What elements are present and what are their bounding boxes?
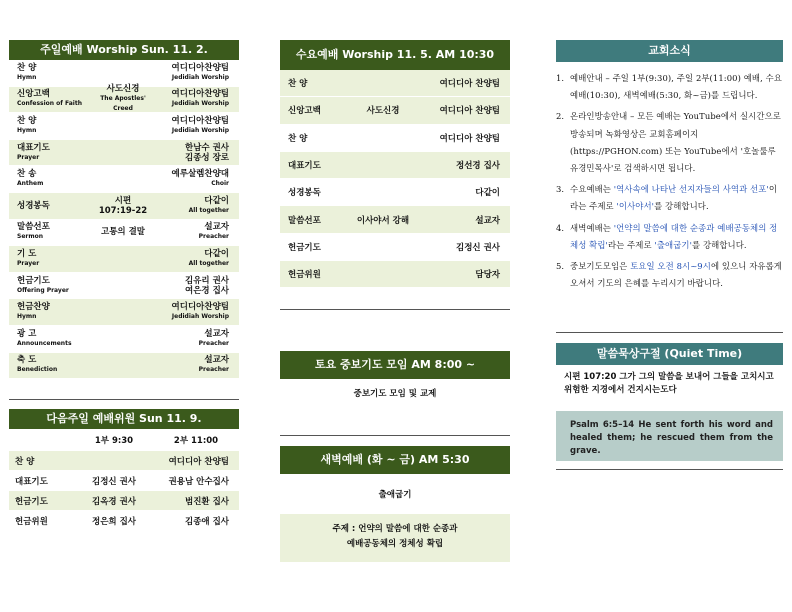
committee-second-service: 범진환 집사	[184, 496, 229, 507]
service-item-name: 대표기도	[17, 142, 50, 153]
service-item	[17, 329, 97, 349]
service-item-name: 찬 양	[288, 79, 308, 90]
service-leader-name: 여디디아찬양팀	[171, 115, 229, 126]
service-item-name: 성경봉독	[17, 200, 50, 211]
service-item-name: 찬 양	[17, 115, 37, 126]
news-item-text	[570, 181, 783, 215]
service-leader	[149, 169, 229, 189]
service-leader	[149, 302, 229, 322]
news-item	[556, 70, 783, 104]
divider	[280, 435, 510, 436]
news-text: 중보기도모임은	[570, 261, 631, 272]
committee-row	[9, 491, 239, 511]
service-leader-name: 설교자	[204, 222, 229, 233]
divider	[556, 332, 783, 333]
service-item-english: Prayer	[17, 153, 40, 161]
service-leader	[149, 143, 229, 163]
service-item-name: 성경봉독	[288, 188, 321, 199]
wednesday-service-header: 수요예배 Worship 11. 5. AM 10:30	[280, 40, 510, 70]
news-text: 예배안내 – 주일 1부(9:30), 주일 2부(11:00) 예배, 수요예배(10:30), 새벽예배(5:30, 화~금)를 드립니다.	[570, 73, 782, 101]
service-leader-name: 다같이	[204, 195, 229, 206]
service-item-name: 대표기도	[288, 161, 321, 172]
committee-first-service: 김옥경 권사	[91, 496, 136, 507]
service-order-row	[9, 140, 239, 167]
service-leader	[149, 222, 229, 242]
committee-first-service: 정은희 집사	[91, 516, 136, 527]
wednesday-order-row	[280, 234, 510, 261]
service-leader	[149, 89, 229, 109]
service-leader-name: 여디디아 찬양팀	[439, 79, 500, 90]
news-text: 수요예배는	[570, 184, 614, 195]
church-news-list	[556, 70, 783, 292]
saturday-prayer-header: 토요 중보기도 모임 AM 8:00 ~	[280, 351, 510, 379]
church-news-header: 교회소식	[556, 40, 783, 62]
service-item-english: Announcements	[17, 339, 72, 347]
news-text: 라는 주제로	[607, 239, 655, 250]
service-order-row	[9, 299, 239, 326]
service-item	[17, 116, 97, 136]
service-leader-english: All together	[188, 259, 229, 267]
service-order-row	[9, 326, 239, 353]
wednesday-order-row	[280, 206, 510, 233]
service-order-row	[9, 353, 239, 380]
service-detail-text: 시편 107:19-22	[98, 195, 148, 216]
dawn-theme-line: 주제 : 언약의 말씀에 대한 순종과	[332, 524, 458, 535]
service-item-english: Anthem	[17, 180, 44, 188]
service-leader-name: 다같이	[204, 248, 229, 259]
news-item-text	[570, 258, 783, 292]
service-leader-name: 여디디아찬양팀	[171, 62, 229, 73]
news-item-text	[570, 108, 783, 177]
service-leader-english: Jedidiah Worship	[171, 100, 229, 108]
service-item-english: Confession of Faith	[17, 100, 82, 108]
news-highlight: '언약의 말씀에 대한 순종과 예배공동체의 정체성 확립'	[570, 222, 778, 250]
dawn-service-theme	[280, 514, 510, 562]
service-leader-english: All together	[188, 206, 229, 214]
news-item-number: 1.	[556, 73, 565, 83]
next-sunday-committee	[9, 451, 239, 531]
service-leader-name: 한남수 권사	[184, 142, 229, 153]
wednesday-order-row	[280, 152, 510, 179]
wednesday-order-row	[280, 261, 510, 288]
dawn-service-header: 새벽예배 (화 ~ 금) AM 5:30	[280, 446, 510, 474]
committee-role: 찬 양	[15, 456, 35, 467]
news-text: 이라는 주제로	[570, 184, 778, 212]
news-item	[556, 220, 783, 254]
service-item-name: 찬 양	[17, 62, 37, 73]
service-order-row	[9, 113, 239, 140]
service-detail-text: 이사야서 강해	[356, 215, 410, 226]
service-leader-english: 여은경 집사	[184, 285, 229, 296]
service-item-name: 말씀선포	[288, 215, 321, 226]
news-item-text	[570, 70, 783, 104]
service-leader	[149, 329, 229, 349]
service-order-row	[9, 246, 239, 273]
wednesday-service-order	[280, 70, 510, 288]
service-order-row	[9, 60, 239, 87]
committee-role: 헌금기도	[15, 496, 48, 507]
news-item-number: 5.	[556, 261, 565, 272]
service-leader-name: 여디디아찬양팀	[171, 302, 229, 313]
service-leader-english: Preacher	[198, 233, 229, 241]
quiet-time-header: 말씀묵상구절 (Quiet Time)	[556, 343, 783, 365]
quiet-time-korean-verse: 시편 107:20 그가 그의 말씀을 보내어 그들을 고치시고 위험한 지경에서 건지시는도다	[564, 372, 774, 396]
service-item	[17, 89, 97, 109]
first-service-time: 1부 9:30	[94, 436, 134, 447]
service-leader-name: 다같이	[475, 188, 500, 199]
news-highlight: '이사야서'	[616, 201, 655, 212]
committee-row	[9, 471, 239, 491]
sunday-service-order	[9, 60, 239, 379]
service-item-name: 기 도	[17, 248, 37, 259]
service-leader-english: Preacher	[198, 366, 229, 374]
news-item	[556, 181, 783, 215]
service-leader-english: 김종성 장로	[184, 152, 229, 163]
service-leader-english: Preacher	[198, 339, 229, 347]
sunday-service-header: 주일예배 Worship Sun. 11. 2.	[9, 40, 239, 60]
service-leader	[149, 196, 229, 216]
committee-second-service: 권용남 안수집사	[168, 476, 229, 487]
column-right	[556, 40, 783, 470]
service-leader-english: Jedidiah Worship	[171, 73, 229, 81]
service-order-row	[9, 84, 239, 114]
service-detail	[97, 196, 149, 216]
news-text: 온라인방송안내 – 모든 예배는 YouTube에서 실시간으로 방송되며 녹화영상은 교회홈페이지(https://PGHON.com) 또는 YouTube에서 '호놀룰루유경민목사'로 검색하시면 됩니다.	[570, 111, 781, 174]
dawn-service-book: 출애굽기	[378, 490, 412, 501]
service-item-name: 신앙고백	[288, 106, 321, 117]
service-detail	[97, 227, 149, 237]
wednesday-order-row	[280, 179, 510, 206]
news-text: 에 있으니 자유롭게 오셔서 기도의 은혜를 누리시기 바랍니다.	[570, 261, 782, 289]
divider	[9, 399, 239, 400]
service-leader-name: 여디디아찬양팀	[171, 89, 229, 100]
news-text: 를 강해합니다.	[654, 201, 709, 212]
service-item-name: 축 도	[17, 355, 37, 366]
service-item-name: 헌금찬양	[17, 302, 50, 313]
committee-role: 헌금위원	[15, 516, 48, 527]
column-middle	[280, 40, 510, 562]
service-item-name: 헌금기도	[288, 242, 321, 253]
service-detail	[97, 84, 149, 114]
service-leader-name: 설교자	[204, 355, 229, 366]
next-sunday-header: 다음주일 예배위원 Sun 11. 9.	[9, 409, 239, 429]
service-leader	[149, 355, 229, 375]
quiet-time-english-verse: Psalm 6:5–14 He sent forth his word and healed them; he rescued them from the grave.	[556, 411, 783, 461]
divider	[280, 309, 510, 310]
service-item-name: 광 고	[17, 328, 37, 339]
news-text: 를 강해합니다.	[692, 239, 747, 250]
service-item	[17, 63, 97, 83]
saturday-prayer-text: 중보기도 모임 및 교제	[353, 389, 437, 400]
service-item-english: Sermon	[17, 233, 43, 241]
news-item	[556, 108, 783, 177]
service-order-row	[9, 193, 239, 220]
service-leader-name: 김유리 권사	[184, 275, 229, 286]
committee-role: 대표기도	[15, 476, 48, 487]
committee-first-service: 김정신 권사	[91, 476, 136, 487]
service-leader-name: 여디디아 찬양팀	[439, 106, 500, 117]
service-item-name: 찬 양	[288, 133, 308, 144]
service-item-name: 헌금위원	[288, 270, 321, 281]
service-item	[17, 201, 97, 211]
committee-row	[9, 511, 239, 531]
wednesday-order-row	[280, 70, 510, 97]
service-item	[17, 143, 97, 163]
committee-second-service: 김종애 집사	[184, 516, 229, 527]
service-detail-english: The Apostles' Creed	[100, 95, 146, 113]
service-item	[17, 302, 97, 322]
committee-second-service: 여디디아 찬양팀	[168, 456, 229, 467]
service-item-name: 찬 송	[17, 169, 37, 180]
service-item	[17, 276, 97, 296]
dawn-theme-line: 예배공동체의 정체성 확립	[346, 539, 444, 550]
service-item-english: Hymn	[17, 73, 37, 81]
service-detail-text: 사도신경	[366, 106, 400, 117]
news-text: 새벽예배는	[570, 222, 614, 233]
news-highlight: 토요일 오전 8시~9시	[630, 261, 711, 272]
service-leader-name: 정선경 집사	[455, 161, 500, 172]
service-detail-text: 고통의 결말	[100, 227, 145, 238]
second-service-time: 2부 11:00	[173, 436, 219, 447]
column-left	[9, 40, 239, 531]
service-leader-name: 여디디아 찬양팀	[439, 133, 500, 144]
service-order-row	[9, 273, 239, 300]
service-item-name: 신앙고백	[17, 89, 50, 100]
service-leader-english: Choir	[211, 180, 229, 188]
service-item	[17, 169, 97, 189]
service-order-row	[9, 166, 239, 193]
news-highlight: '역사속에 나타난 선지자들의 사역과 선포'	[613, 184, 769, 195]
news-item	[556, 258, 783, 292]
service-leader-name: 설교자	[475, 215, 500, 226]
service-item-name: 말씀선포	[17, 222, 50, 233]
service-leader-english: Jedidiah Worship	[171, 126, 229, 134]
divider	[556, 469, 783, 470]
service-item-english: Hymn	[17, 126, 37, 134]
wednesday-order-row	[280, 125, 510, 152]
news-highlight: '출애굽기'	[654, 239, 692, 250]
news-item-number: 4.	[556, 222, 565, 233]
committee-row	[9, 451, 239, 471]
news-item-number: 3.	[556, 184, 565, 195]
service-item-english: Benediction	[17, 366, 58, 374]
service-item-english: Prayer	[17, 259, 40, 267]
service-leader	[149, 276, 229, 296]
service-item	[17, 249, 97, 269]
service-leader-name: 예루살렘찬양대	[171, 169, 229, 180]
service-detail-text: 사도신경	[106, 84, 140, 95]
service-leader-name: 김정신 권사	[455, 242, 500, 253]
service-leader	[149, 116, 229, 136]
news-item-text	[570, 220, 783, 254]
service-item	[17, 355, 97, 375]
news-item-number: 2.	[556, 111, 565, 122]
service-leader-name: 설교자	[204, 328, 229, 339]
service-leader	[149, 249, 229, 269]
next-sunday-service-times	[9, 429, 239, 451]
service-leader-english: Jedidiah Worship	[171, 313, 229, 321]
service-item	[17, 222, 97, 242]
service-item-name: 헌금기도	[17, 275, 50, 286]
service-item-english: Hymn	[17, 313, 37, 321]
wednesday-order-row	[280, 97, 510, 124]
service-item-english: Offering Prayer	[17, 286, 69, 294]
service-order-row	[9, 220, 239, 247]
service-leader	[149, 63, 229, 83]
service-leader-name: 담당자	[475, 270, 500, 281]
